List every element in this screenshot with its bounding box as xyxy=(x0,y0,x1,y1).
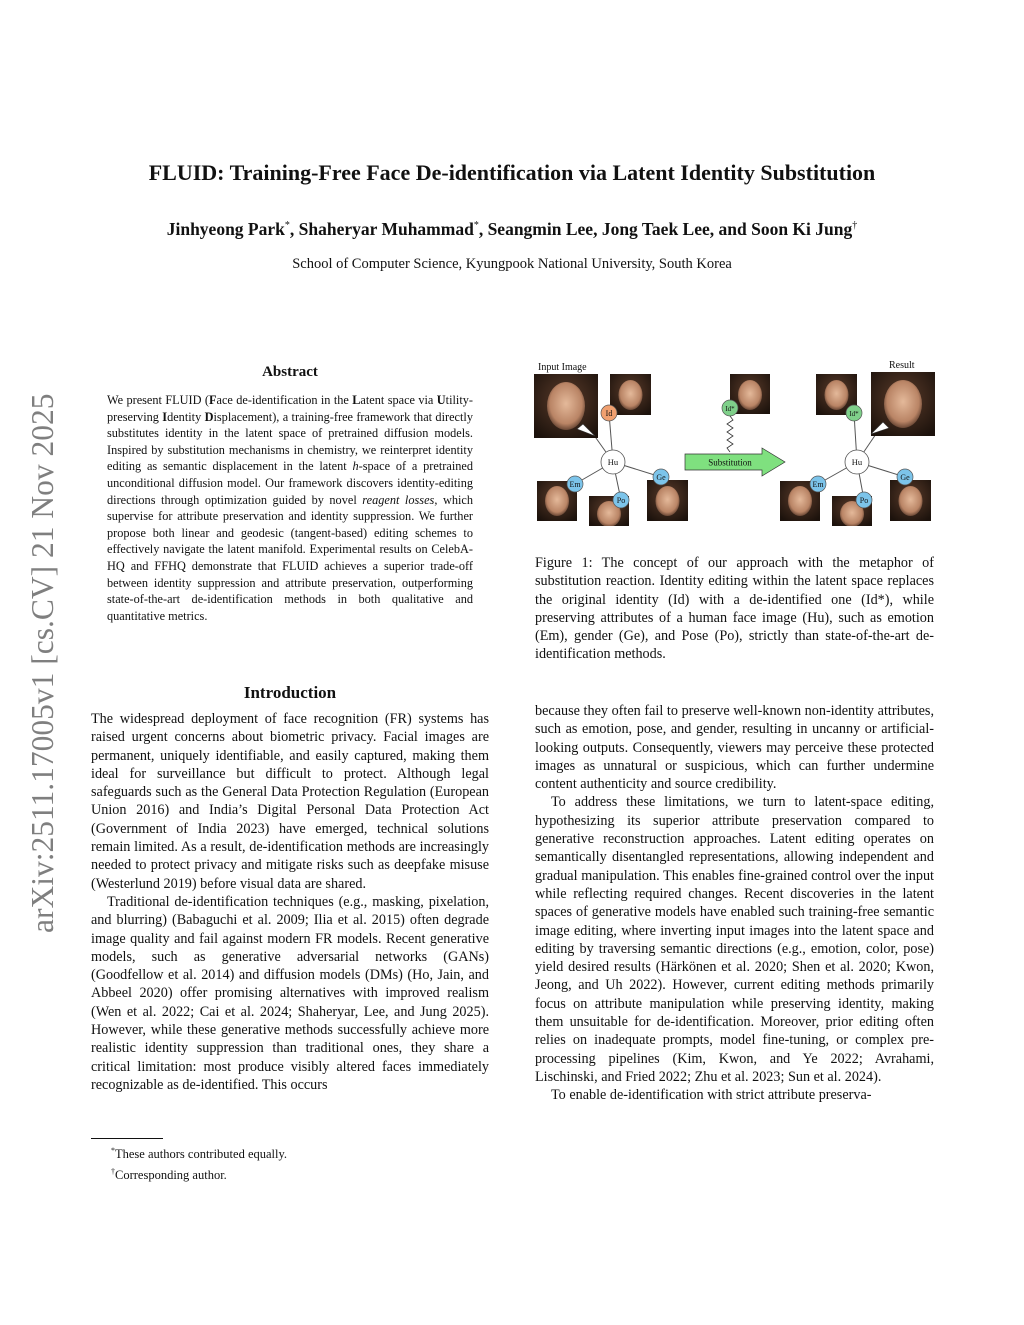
intro-paragraph-3: because they often fail to preserve well-known non-identity attributes, such as emotion, pose, and gender, resulting in uncanny or artificial-looking outputs. Consequently, viewers may perceive these protected images as unnatural or suspicious, which can further undermine content authenticity and source credibility. xyxy=(535,703,934,793)
gender-face-image xyxy=(647,480,688,521)
left-column-text xyxy=(91,710,489,1094)
node-em xyxy=(567,476,583,492)
svg-text:Ge: Ge xyxy=(656,473,666,482)
result-label: Result xyxy=(889,360,915,371)
svg-text:Id: Id xyxy=(605,409,613,418)
input-image-label: Input Image xyxy=(538,362,587,373)
node-id xyxy=(601,405,617,421)
right-column-text xyxy=(535,702,934,1105)
node-ge xyxy=(653,469,669,485)
footnote-2: †Corresponding author. xyxy=(111,1167,227,1183)
equal-contribution-mark-2: * xyxy=(473,220,479,232)
result-gender-face-image xyxy=(890,480,931,521)
svg-text:Po: Po xyxy=(859,496,869,505)
node-po xyxy=(613,492,629,508)
affiliation: School of Computer Science, Kyungpook National University, South Korea xyxy=(292,256,732,272)
node-hu xyxy=(601,450,625,474)
input-face-image xyxy=(534,374,598,438)
svg-text:Hu: Hu xyxy=(607,457,619,467)
svg-text:Ge: Ge xyxy=(900,473,910,482)
node-id-star xyxy=(846,405,862,421)
footnote-1: *These authors contributed equally. xyxy=(111,1146,288,1162)
figure-caption: Figure 1: The concept of our approach with the metaphor of substitution reaction. Identity editing within the latent space replaces the original identity (Id) with a de-identified one (Id*), while preserving attributes of a human face image (Hu), such as emotion (Em), gender (Ge), and Pose (Po), strictly than state-of-the-art de-identification methods. xyxy=(535,555,934,663)
substitution-arrow xyxy=(685,448,785,476)
footnote-rule xyxy=(91,1138,163,1139)
intro-paragraph-1: The widespread deployment of face recognition (FR) systems has raised urgent concerns about biometric privacy. Facial images are permanent, uniquely identifiable, and easily captured, making them ideal for surveillance but difficult to protect. Although legal safeguards such as the General Data Protection Regulation (European Union 2016) and India’s Digital Personal Data Protection Act (Government of India 2023) have emerged, technical solutions remain limited. As a result, de-identification methods are increasingly needed to protect privacy and mitigate risks such as deepfake misuse (Westerlund 2019) before visual data are shared. xyxy=(91,711,489,892)
svg-text:Po: Po xyxy=(616,496,626,505)
other-authors: , Seangmin Lee, Jong Taek Lee, and Soon Ki Jung xyxy=(478,219,853,239)
abstract-body: We present FLUID (Face de-identification in the Latent space via Utility-preserving Identity Displacement), a training-free framework that directly substitutes identity in the latent space of pretrained diffusion models. Inspired by substitution mechanisms in chemistry, we reinterpret identity editing as semantic displacement in the latent h-space of a pretrained unconditional diffusion model. Our framework discovers identity-editing directions through optimization guided by novel reagent losses, which supervise for attribute preservation and identity suppression. We further propose both linear and geodesic (tangent-based) editing schemes to effectively navigate the latent manifold. Experimental results on CelebA-HQ and FFHQ demonstrate that FLUID achieves a superior trade-off between identity suppression and attribute preservation, outperforming state-of-the-art de-identification methods in both qualitative and quantitative metrics. xyxy=(107,393,474,623)
node-id-star-incoming xyxy=(722,400,738,416)
node-hu-result xyxy=(845,450,869,474)
abstract-heading: Abstract xyxy=(262,364,318,380)
node-po-result xyxy=(856,492,872,508)
zigzag-line xyxy=(727,416,733,452)
node-em-result xyxy=(810,476,826,492)
svg-text:Em: Em xyxy=(812,480,824,489)
author-2: , Shaheryar Muhammad xyxy=(289,219,474,239)
svg-text:Id*: Id* xyxy=(725,405,735,413)
svg-text:Id*: Id* xyxy=(849,410,859,418)
figure-1 xyxy=(533,356,935,526)
author-1: Jinhyeong Park xyxy=(166,219,285,239)
svg-text:Hu: Hu xyxy=(851,457,863,467)
result-face-image xyxy=(871,372,935,436)
svg-text:Em: Em xyxy=(569,480,581,489)
node-ge-result xyxy=(897,469,913,485)
intro-paragraph-2: Traditional de-identification techniques (e.g., masking, pixelation, and blurring) (Babaguchi et al. 2009; Ilia et al. 2015) often degrade image quality and fail against modern FR models. Recent generative models, such as generative adversarial networks (GANs) (Goodfellow et al. 2014) and diffusion models (DMs) (Ho, Jain, and Abbeel 2020) offer promising alternatives with improved realism (Wen et al. 2022; Cai et al. 2024; Shaheryar, Lee, and Jung 2025). However, while these generative methods successfully achieve more realistic identity suppression than traditional ones, they share a critical limitation: most produce visibly altered faces immediately recognizable as de-identified. This occurs xyxy=(91,893,489,1093)
author-list xyxy=(0,219,1024,240)
corresponding-author-mark: † xyxy=(852,220,858,232)
intro-paragraph-4: To address these limitations, we turn to latent-space editing, hypothesizing its superior attribute preservation compared to generative reconstruction approaches. Latent editing operates on semantically disentangled representations, allowing independent and gradual manipulation. This enables fine-grained control over the input while reflecting required changes. Recent discoveries in the latent spaces of generative models have enabled such training-free semantic image editing, where inverting input images into the latent space and editing by traversing semantic directions (e.g., emotion, color, pose) yield desired results (Härkönen et al. 2020; Shen et al. 2020; Kwon, Jeong, and Uh 2022). However, current editing methods primarily focus on attribute manipulation while preserving identity, making them unsuitable for de-identification. Moreover, prior editing often relies on inadequate prompts, model fine-tuning, or complex pre-processing pipelines (Kim, Kwon, and Ye 2022; Avrahami, Lischinski, and Fried 2022; Zhu et al. 2023; Sun et al. 2024). xyxy=(535,794,934,1085)
intro-paragraph-5: To enable de-identification with strict attribute preserva- xyxy=(551,1087,872,1104)
paper-title: FLUID: Training-Free Face De-identification via Latent Identity Substitution xyxy=(148,160,876,185)
introduction-heading: Introduction xyxy=(243,683,337,702)
substitution-label: Substitution xyxy=(708,457,752,468)
footnotes xyxy=(91,1142,489,1184)
arxiv-stamp: arXiv:2511.17005v1 [cs.CV] 21 Nov 2025 xyxy=(25,393,60,933)
equal-contribution-mark: * xyxy=(284,220,290,232)
